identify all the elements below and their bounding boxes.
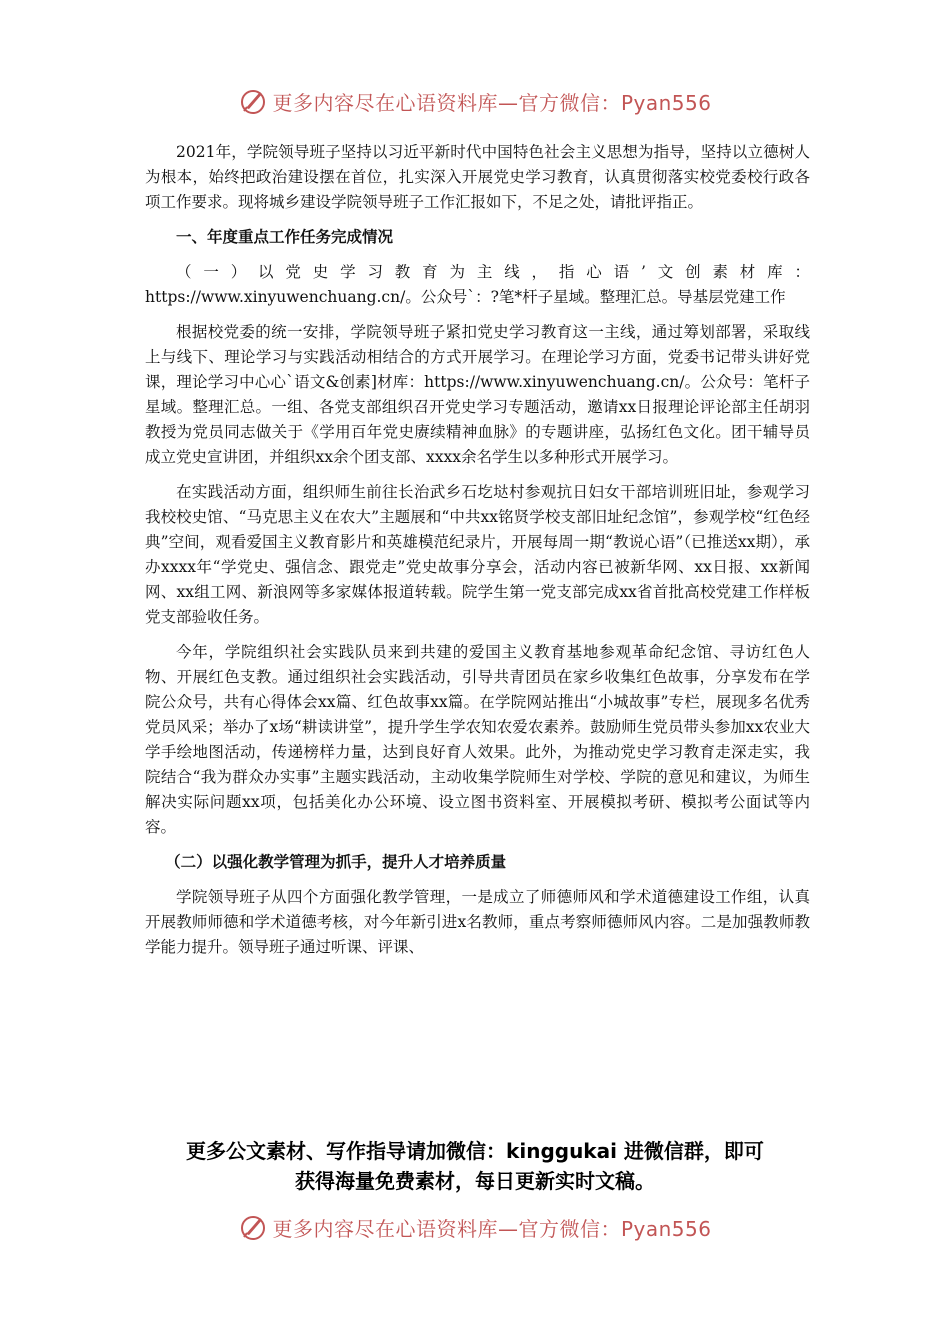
watermark-header	[0, 86, 950, 116]
watermark-text: 更多内容尽在心语资料库—官方微信：Pyan556	[272, 90, 712, 115]
subsection-heading: （一）以党史学习教育为主线，指心语’文创素材库：https://www.xinyuwenchuang.cn/。公众号`：?笔*杆子星域。整理汇总。导基层党建工作	[145, 263, 810, 306]
body-paragraph: 学院领导班子从四个方面强化教学管理，一是成立了师德师风和学术道德建设工作组，认真开展教师师德和学术道德考核，对今年新引进x名教师，重点考察师德师风内容。二是加强教师教学能力提升。领导班子通过听课、评课、	[145, 888, 810, 956]
subsection-heading: （二）以强化教学管理为抓手，提升人才培养质量	[165, 853, 507, 871]
watermark-footer	[0, 1212, 950, 1242]
quill-logo-icon	[238, 86, 268, 116]
promo-banner	[120, 1136, 830, 1196]
body-paragraph: 在实践活动方面，组织师生前往长治武乡石圪垯村参观抗日妇女干部培训班旧址，参观学习我校校史馆、“马克思主义在农大”主题展和“中共xx铭贤学校支部旧址纪念馆”，参观学校“红色经典”空间，观看爱国主义教育影片和英雄模范纪录片，开展每周一期“教说心语”（已推送xx期），承办xxxx年“学党史、强信念、跟党走”党史故事分享会，活动内容已被新华网、xx日报、xx新闻网、xx组工网、新浪网等多家媒体报道转载。院学生第一党支部完成xx省首批高校党建工作样板党支部验收任务。	[145, 483, 810, 626]
promo-line: 获得海量免费素材，每日更新实时文稿。	[295, 1169, 655, 1193]
section-heading: 一、年度重点工作任务完成情况	[176, 228, 394, 246]
intro-paragraph: 2021年，学院领导班子坚持以习近平新时代中国特色社会主义思想为指导，坚持以立德树人为根本，始终把政治建设摆在首位，扎实深入开展党史学习教育，认真贯彻落实校党委校行政各项工作要求。现将城乡建设学院领导班子工作汇报如下，不足之处，请批评指正。	[145, 143, 810, 211]
watermark-text: 更多内容尽在心语资料库—官方微信：Pyan556	[272, 1216, 712, 1241]
document-body	[145, 140, 810, 970]
body-paragraph: 根据校党委的统一安排，学院领导班子紧扣党史学习教育这一主线，通过筹划部署，采取线上与线下、理论学习与实践活动相结合的方式开展学习。在理论学习方面，党委书记带头讲好党课，理论学习中心心`语文&创素]材库：https://www.xinyuwenchuang.cn/。公众号：笔杆子星域。整理汇总。一组、各党支部组织召开党史学习专题活动，邀请xx日报理论评论部主任胡羽教授为党员同志做关于《学用百年党史赓续精神血脉》的专题讲座，弘扬红色文化。团干辅导员成立党史宣讲团，并组织xx余个团支部、xxxx余名学生以多种形式开展学习。	[145, 323, 810, 466]
promo-line: 更多公文素材、写作指导请加微信：kinggukai 进微信群，即可	[186, 1139, 764, 1163]
quill-logo-icon	[238, 1212, 268, 1242]
body-paragraph: 今年，学院组织社会实践队员来到共建的爱国主义教育基地参观革命纪念馆、寻访红色人物、开展红色支教。通过组织社会实践活动，引导共青团员在家乡收集红色故事，分享发布在学院公众号，共有心得体会xx篇、红色故事xx篇。在学院网站推出“小城故事”专栏，展现多名优秀党员风采；举办了x场“耕读讲堂”，提升学生学农知农爱农素养。鼓励师生党员带头参加xx农业大学手绘地图活动，传递榜样力量，达到良好育人效果。此外，为推动党史学习教育走深走实，我院结合“我为群众办实事”主题实践活动，主动收集学院师生对学校、学院的意见和建议，为师生解决实际问题xx项，包括美化办公环境、设立图书资料室、开展模拟考研、模拟考公面试等内容。	[145, 643, 810, 836]
